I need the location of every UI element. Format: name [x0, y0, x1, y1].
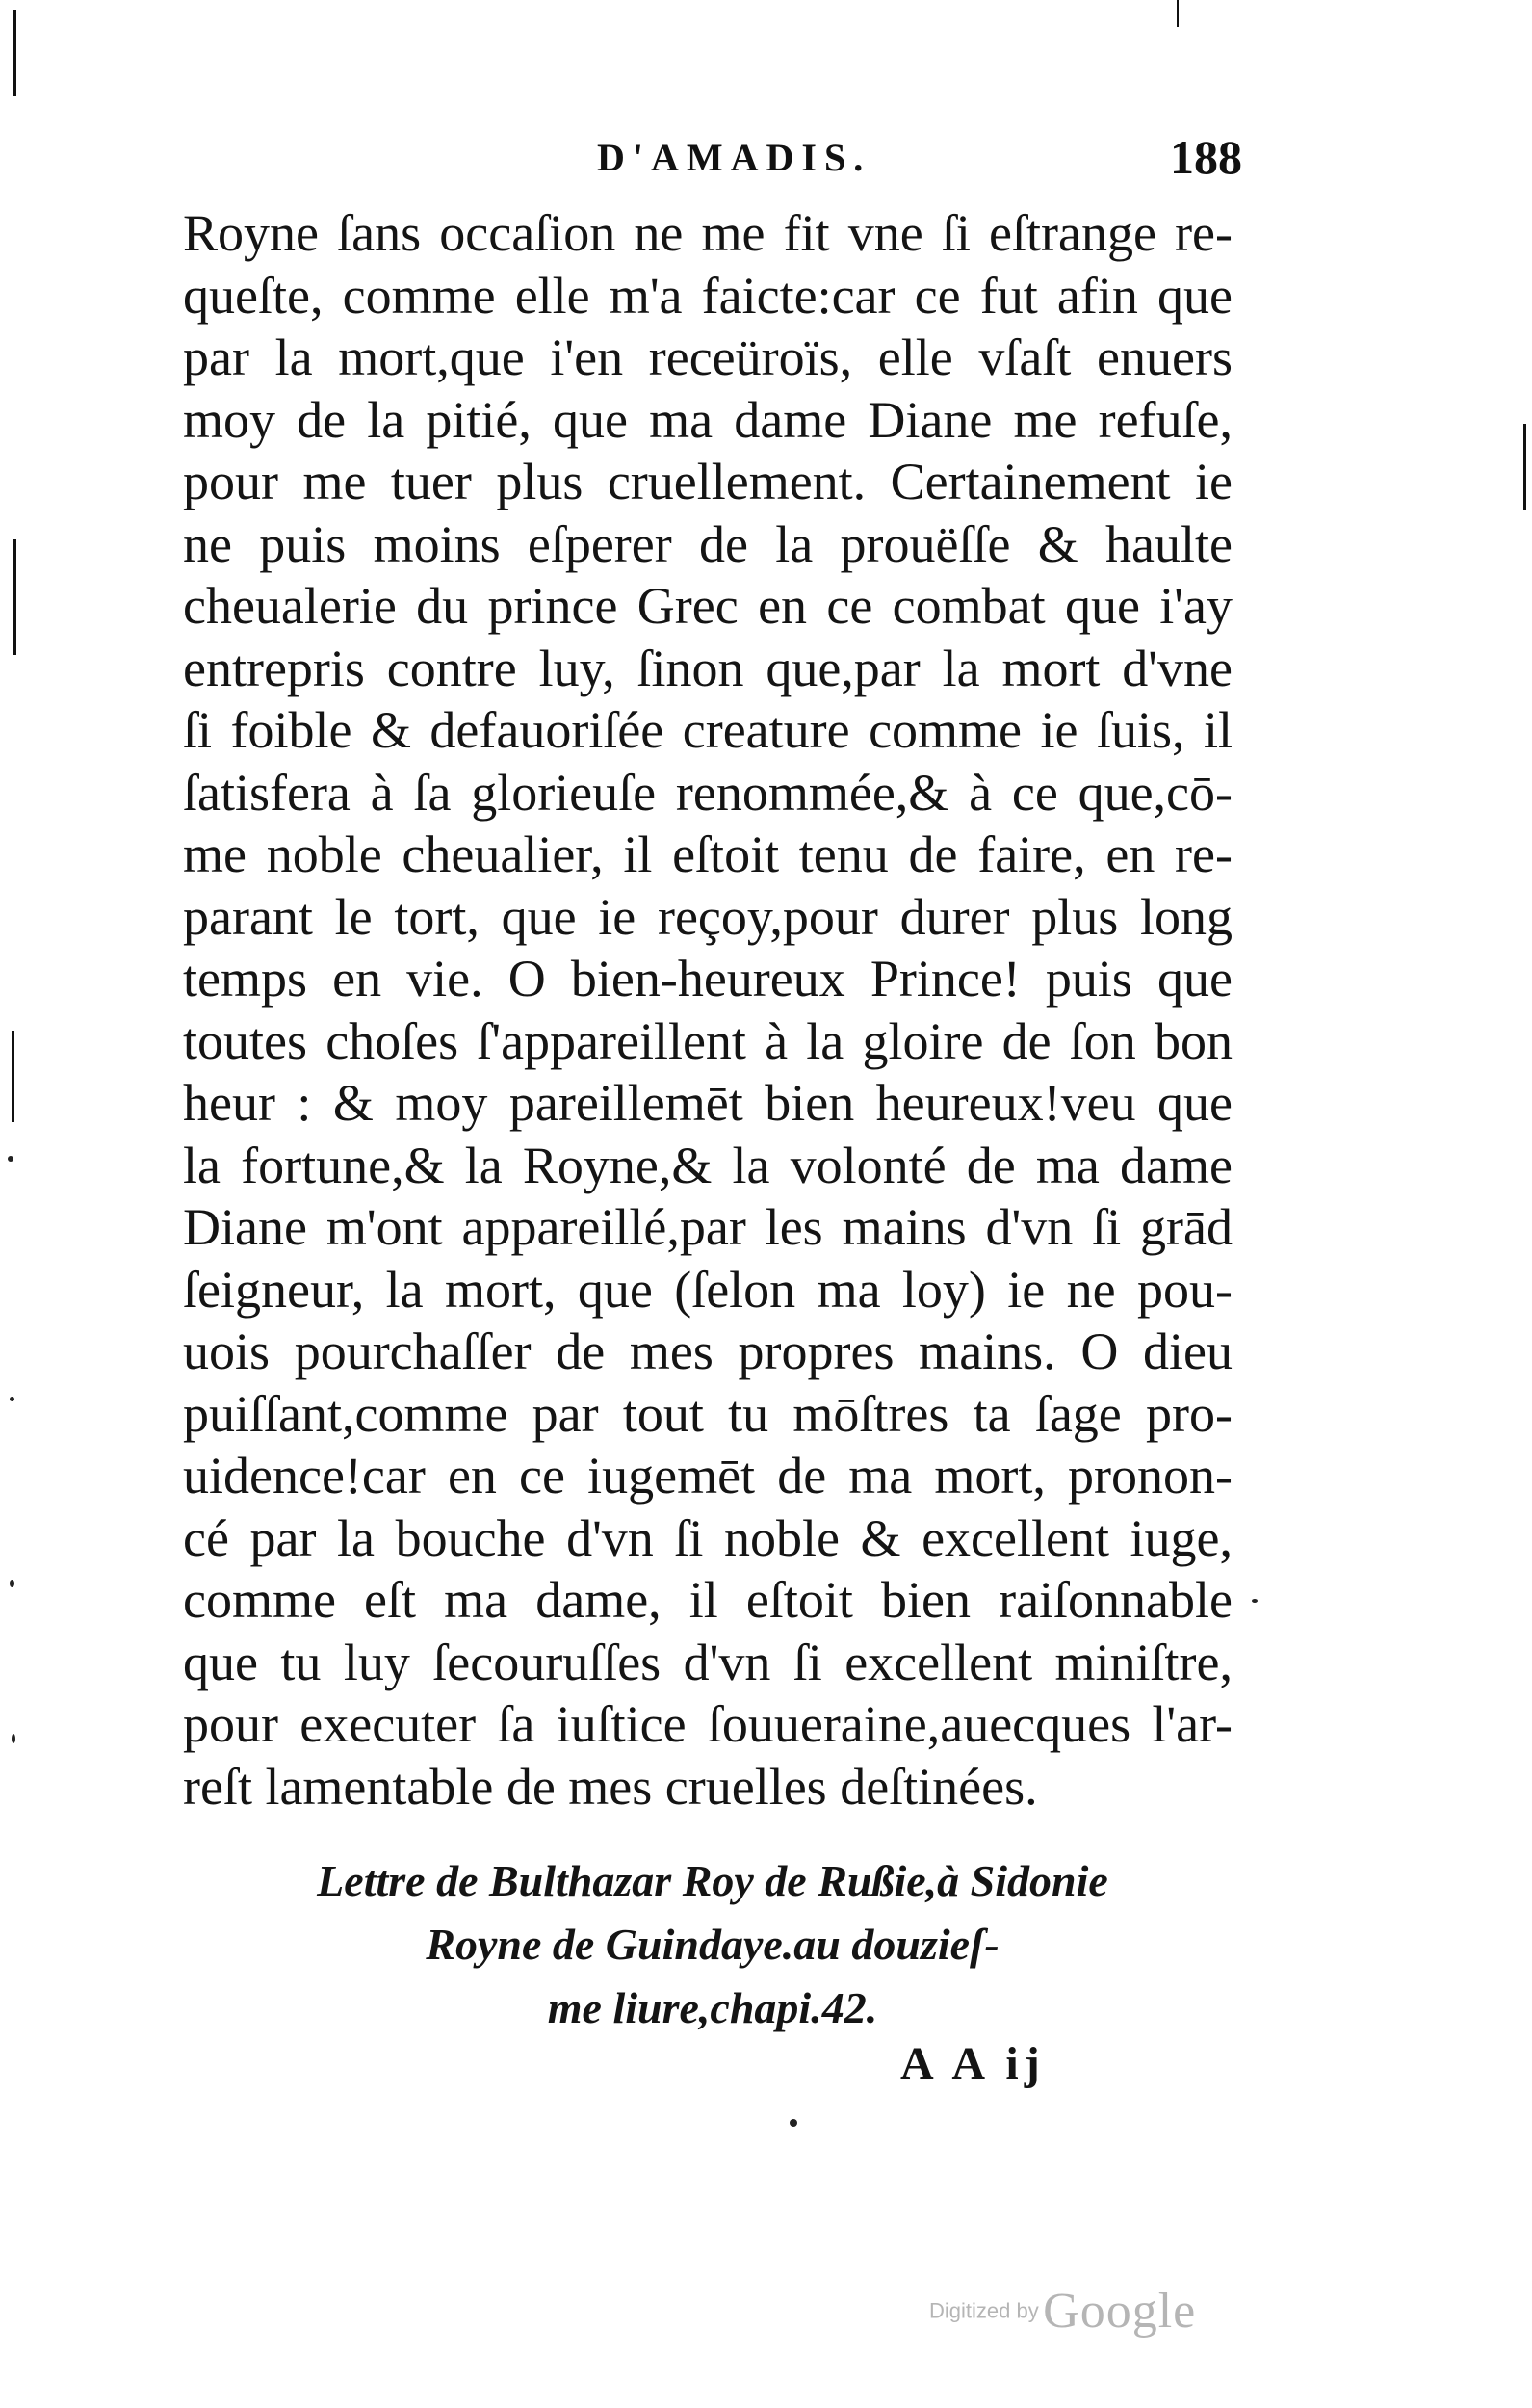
text-line: moy de la pitié, que ma dame Diane me refuſe, — [183, 390, 1233, 449]
scan-edge-line — [12, 1031, 14, 1122]
text-line: queſte, comme elle m'a faicte:car ce fut afin que — [183, 266, 1233, 325]
text-line: que tu luy ſecouruſſes d'vn ſi excellent miniſtre, — [183, 1633, 1233, 1691]
body-text — [183, 202, 1233, 1818]
text-line: toutes choſes ſ'appareillent à la gloire de ſon bon — [183, 1011, 1233, 1070]
scan-speck — [10, 1397, 14, 1401]
text-line: ſatisfera à ſa glorieuſe renommée,& à ce que,cō- — [183, 763, 1233, 822]
digitization-watermark — [929, 2283, 1196, 2340]
text-line: cé par la bouche d'vn ſi noble & excellent iuge, — [183, 1508, 1233, 1567]
scan-edge-line — [13, 10, 16, 96]
letter-heading — [231, 1849, 1194, 2040]
text-line: reſt lamentable de mes cruelles deſtinées. — [183, 1757, 1038, 1816]
text-line: ſi foible & defauoriſée creature comme ie ſuis, il — [183, 701, 1233, 759]
letter-heading-line: me liure,chapi.42. — [547, 1983, 878, 2032]
text-line: parant le tort, que ie reçoy,pour durer plus long — [183, 887, 1233, 946]
text-line: temps en vie. O bien-heureux Prince! puis que — [183, 950, 1233, 1008]
text-line: Diane m'ont appareillé,par les mains d'vn ſi grād — [183, 1198, 1233, 1256]
text-line: puiſſant,comme par tout tu mōſtres ta ſage pro- — [183, 1384, 1233, 1443]
text-line: uidence!car en ce iugemēt de ma mort, pronon- — [183, 1447, 1233, 1505]
scan-speck — [8, 1156, 13, 1162]
text-line: la fortune,& la Royne,& la volonté de ma dame — [183, 1136, 1233, 1194]
running-title: D'AMADIS. — [597, 136, 871, 179]
watermark-prefix: Digitized by — [929, 2298, 1039, 2323]
text-line: heur : & moy pareillemēt bien heureux!veu que — [183, 1074, 1233, 1132]
text-line: Royne ſans occaſion ne me fit vne ſi eſtrange re- — [183, 204, 1233, 262]
text-line: ne puis moins eſperer de la prouëſſe & haulte — [183, 514, 1233, 573]
scan-speck — [790, 2119, 797, 2127]
text-line: uois pourchaſſer de mes propres mains. O dieu — [183, 1322, 1233, 1380]
letter-heading-line: Royne de Guindaye.au douzieſ- — [426, 1920, 1000, 1969]
page-header — [183, 130, 1261, 193]
google-logo: Google — [1043, 2284, 1197, 2339]
signature-mark: A A ij — [900, 2038, 1046, 2089]
scan-edge-line — [13, 539, 16, 655]
text-line: pour me tuer plus cruellement. Certainement ie — [183, 453, 1233, 510]
text-line: me noble cheualier, il eſtoit tenu de faire, en re- — [183, 825, 1233, 883]
letter-heading-line: Lettre de Bulthazar Roy de Rußie,à Sidonie — [317, 1856, 1108, 1905]
scan-edge-line — [1523, 424, 1526, 510]
text-line: cheualerie du prince Grec en ce combat que i'ay — [183, 577, 1233, 635]
text-line: par la mort,que i'en receüroïs, elle vſaſt enuers — [183, 328, 1233, 386]
page-number: 188 — [1170, 130, 1242, 184]
scan-speck — [1252, 1599, 1258, 1603]
text-line: ſeigneur, la mort, que (ſelon ma loy) ie ne pou- — [183, 1260, 1233, 1319]
text-line: comme eſt ma dame, il eſtoit bien raiſonnable — [183, 1571, 1233, 1629]
scan-edge-line — [1177, 0, 1179, 27]
text-line: pour executer ſa iuſtice ſouueraine,auecques l'ar- — [183, 1695, 1233, 1753]
scan-speck — [12, 1734, 15, 1743]
text-line: entrepris contre luy, ſinon que,par la mort d'vne — [183, 639, 1233, 697]
scan-speck — [10, 1580, 14, 1587]
